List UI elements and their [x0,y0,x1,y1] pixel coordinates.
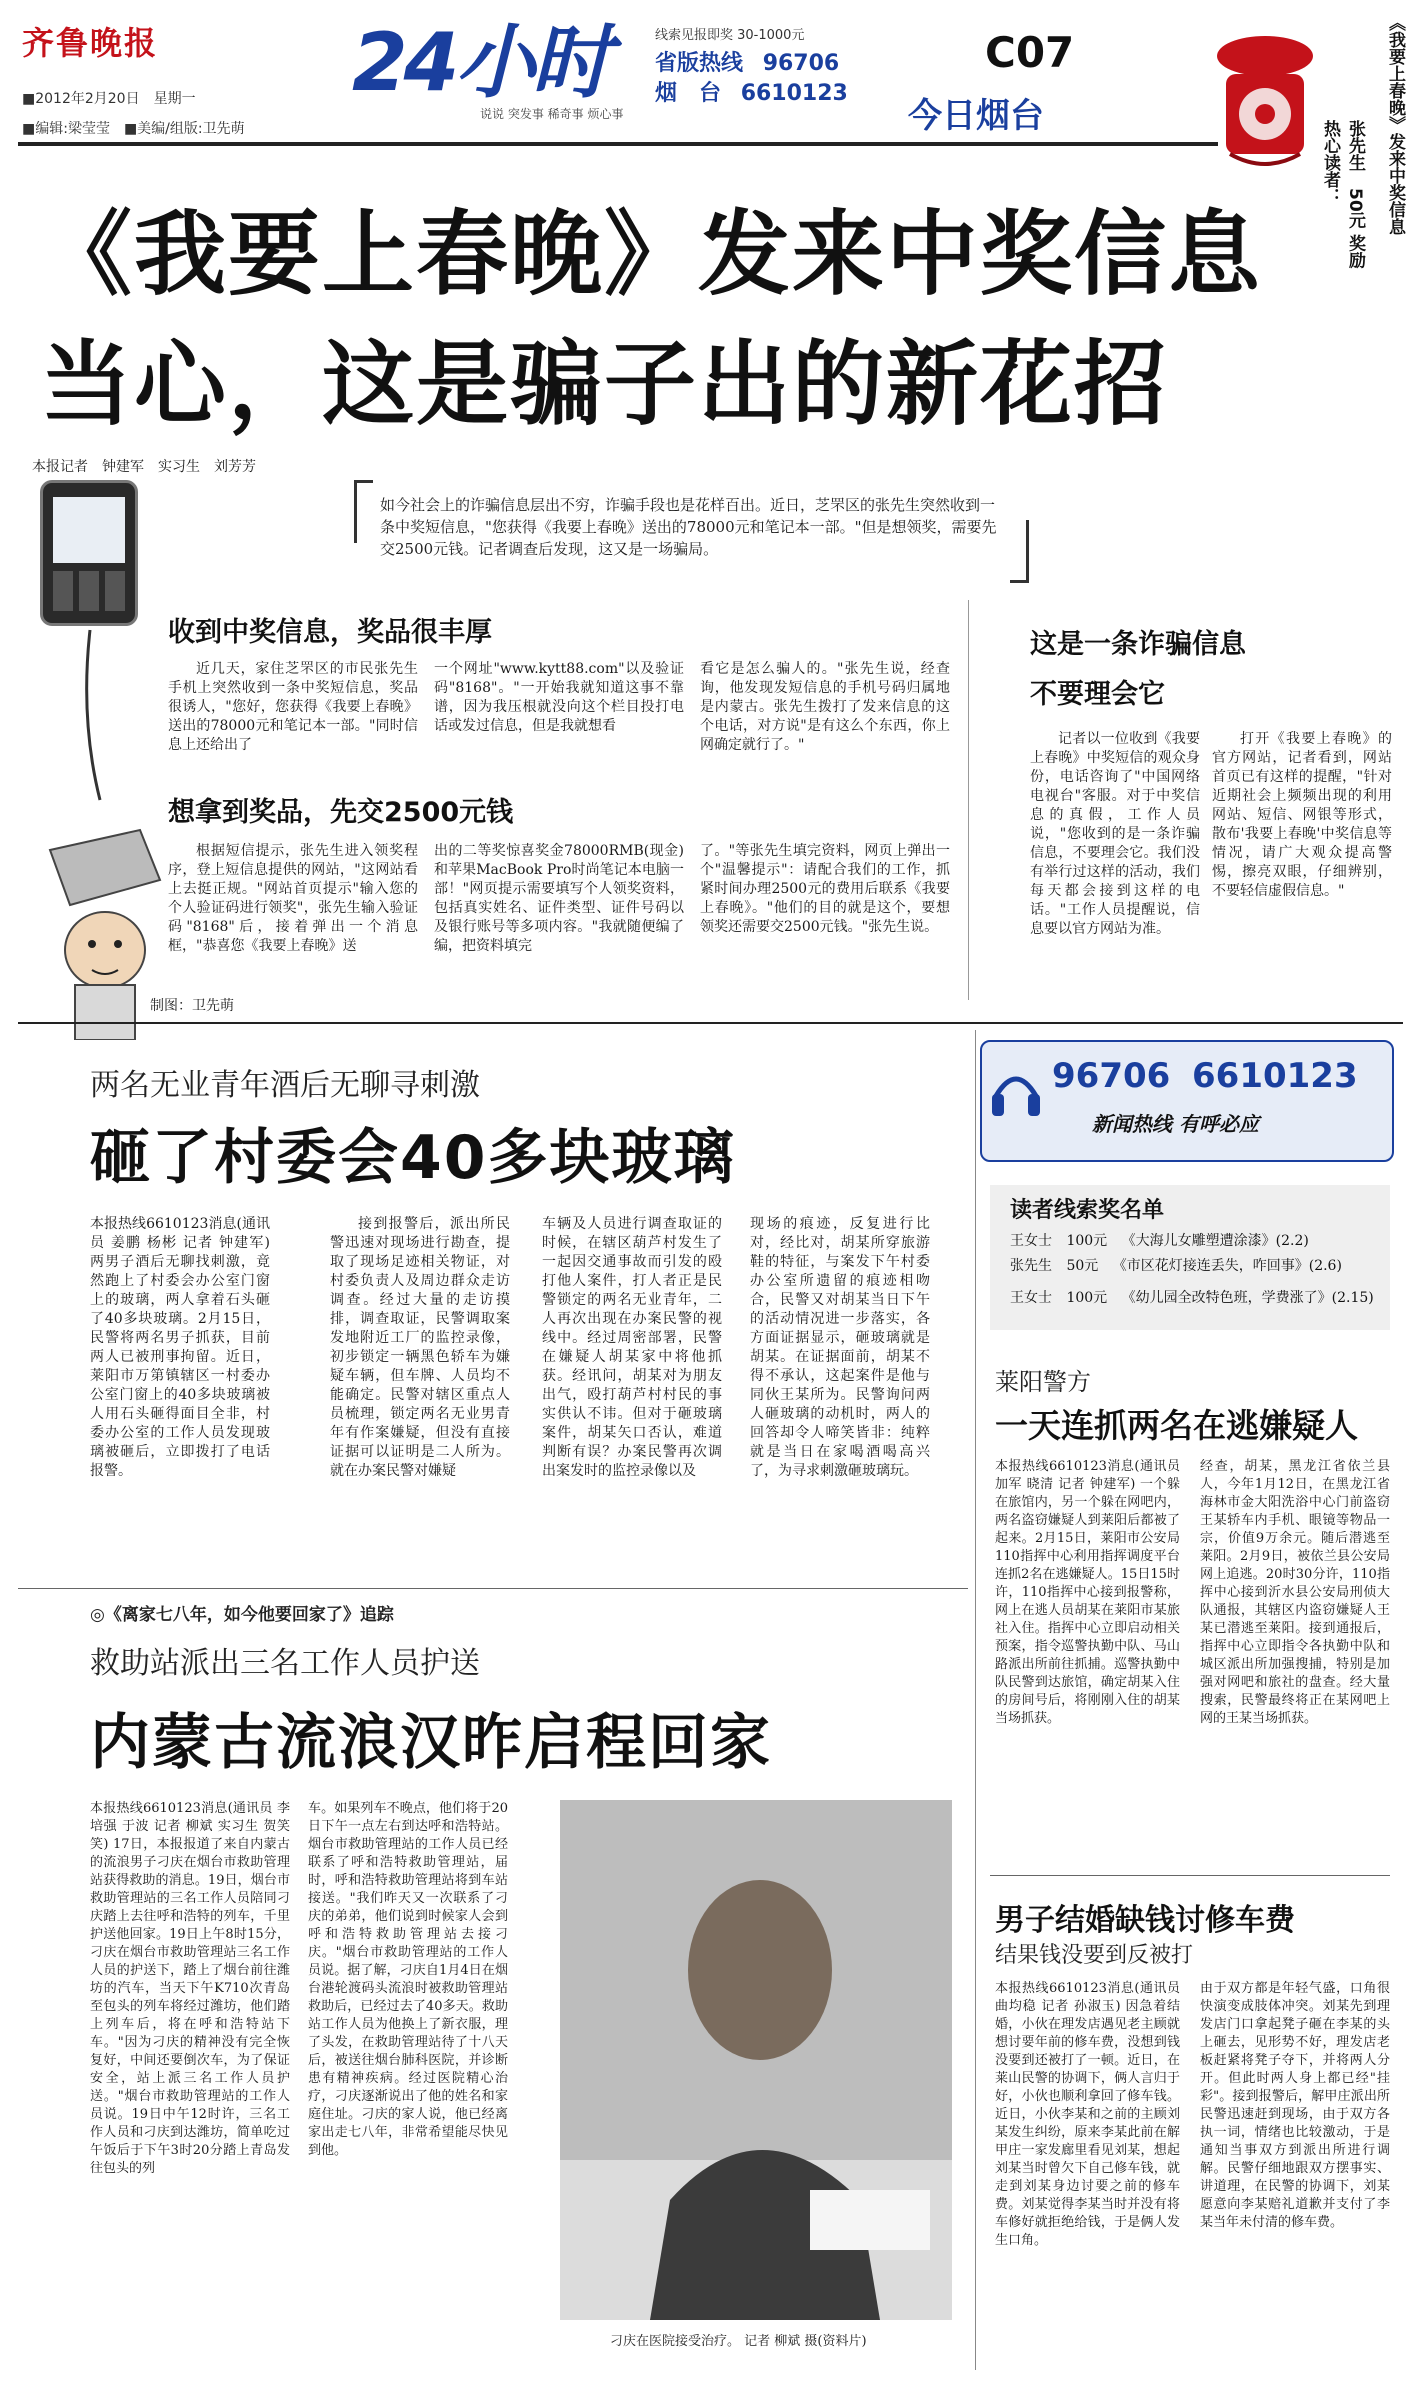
story3-col2: 车。如果列车不晚点，他们将于20日下午一点左右到达呼和浩特站。烟台市救助管理站的工作人员已经联系了呼和浩特救助管理站，届时，呼和浩特救助管理站将到车站接送。"我们昨天又一次联系了刁庆的弟弟，他们说到时候家人会到呼和浩特救助管理站去接刁庆。"烟台市救助管理站的工作人员说。据了解，刁庆自1月4日在烟台港轮渡码头流浪时被救助管理站救助后，已经过去了40多天。救助站工作人员为他换上了新衣服，理了头发，在救助管理站待了十八天后，被送往烟台肺科医院，并诊断患有精神疾病。经过医院精心治疗，刁庆逐渐说出了他的姓名和家庭住址。刁庆的家人说，他已经离家出走七八年，非常希望能尽快见到他。 [308,1801,508,2158]
paper-logo: 齐鲁晚报 [22,24,159,62]
reward-name: 王女士 [1010,1290,1052,1306]
section-tagline: 说说 突发事 稀奇事 烦心事 [480,107,624,121]
lead-sub2-col2: 出的二等奖惊喜奖金78000RMB(现金)和苹果MacBook Pro时尚笔记本电脑一部！"网页提示需要填写个人领奖资料，包括真实姓名、证件类型、证件号码以及银行账号等多项内容。"我就随便编了编，把资料填完 [434,843,684,954]
hotline-2 [655,76,848,107]
reward-text: 《市区花灯接连丢失，咋回事》(2.6) [1112,1258,1342,1274]
lead-subhead-2: 想拿到奖品，先交2500元钱 [168,797,514,828]
side-tab [1378,14,1408,244]
lead-sub2-col1: 根据短信提示，张先生进入领奖程序，登上短信息提供的网站，"这网站看上去挺正规。"网站首页提示"输入您的个人验证码进行领奖"，张先生输入验证码"8168"后，接着弹出一个消息框，"恭喜您《我要上春晚》送 [168,843,418,954]
headset-icon [990,1066,1042,1128]
story3-photo-caption: 刁庆在医院接受治疗。 记者 柳斌 摄(资料片) [610,2334,867,2349]
reward-name: 王女士 [1010,1233,1052,1249]
story4-bottom-rule [990,1875,1390,1876]
story2-bottom-rule [18,1588,968,1589]
column-divider [975,1030,976,2370]
reward-text: 《幼儿园全改特色班，学费涨了》(2.15) [1121,1290,1374,1306]
story4-headline: 一天连抓两名在逃嫌疑人 [995,1406,1358,1445]
lead-sub1-col3: 看它是怎么骗人的。"张先生说，经查询，他发现发短信息的手机号码归属地是内蒙古。张先生拨打了发来信息的这个电话，对方说"是有这么个东西，你上网确定就行了。" [700,661,950,753]
story4-col2: 经查，胡某，黑龙江省依兰县人，今年1月12日，在黑龙江省海林市金大阳洗浴中心门前盗窃王某轿车内手机、眼镜等物品一宗，价值9万余元。随后潜逃至莱阳。2月9日，被依兰县公安局网上追逃。20时30分许，110指挥中心接到沂水县公安局刑侦大队通报，其辖区内盗窃嫌疑人王某已潜逃至莱阳。接到通报后，指挥中心立即指令各执勤中队和城区派出所加强搜捕，特别是加强对网吧和旅社的盘查。经大量搜索，民警最终将正在某网吧上网的王某当场抓获。 [1200,1459,1390,1726]
side-tab-title: 《我要上春晚》发来中奖信息 [1385,14,1405,235]
lead-sub1-col2: 一个网址"www.kytt88.com"以及验证码"8168"。"一开始我就知道这事不靠谱，因为我压根就没向这个栏目投打电话或发过信息，但是我就想看 [434,661,684,734]
story3-photo [560,1800,952,2320]
story2-col3: 车辆及人员进行调查取证的时候，在辖区葫芦村发生了一起因交通事故而引发的殴打他人案件，打人者正是民警锁定的两名无业青年，二人再次出现在办案民警的视线中。经过周密部署，民警在嫌疑人胡某家中将他抓获。经讯问，胡某对为朋友出气，殴打葫芦村村民的事实供认不讳。但对于砸玻璃案件，胡某矢口否认，难道判断有误？办案民警再次调出案发时的监控录像以及 [542,1216,722,1479]
phone-screen [53,497,125,563]
story3-followup: ◎《离家七八年，如今他要回家了》追踪 [90,1605,394,1625]
section-logo: 24小时 [352,16,608,109]
graphic-credit: 制图：卫先萌 [150,998,234,1014]
hotline-number-b: 6610123 [1192,1056,1358,1096]
page-name: 今日烟台 [908,96,1044,136]
intro-bracket-left [354,480,373,543]
hotline-number-a: 96706 [1052,1056,1171,1096]
mobile-phone-illustration [40,480,138,626]
side-tab-sub: 张先生 50元 [1345,120,1365,229]
reward-list-panel [990,1185,1390,1330]
story3-kicker: 救助站派出三名工作人员护送 [90,1646,480,1681]
reward-amount: 50元 [1066,1258,1099,1274]
story4-col1: 本报热线6610123消息(通讯员 加军 晓清 记者 钟建军) 一个躲在旅馆内，另一个躲在网吧内，两名盗窃嫌疑人到莱阳后都被了起来。2月15日，莱阳市公安局110指挥中心利用指挥调度平台连抓2名在逃嫌疑人。15日15时许，110指挥中心接到报警称，网上在逃人员胡某在莱阳市某旅社入住。指挥中心立即启动相关预案，指令巡警执勤中队、马山路派出所前往抓捕。巡警执勤中队民警到达旅馆，确定胡某入住的房间号后，将刚刚入住的胡某当场抓获。 [995,1459,1180,1726]
side-head-1: 这是一条诈骗信息 [1030,629,1246,660]
reward-amount: 100元 [1066,1290,1108,1306]
phone-keypad [53,571,125,611]
reward-row [1010,1255,1380,1275]
story5-col2: 由于双方都是年轻气盛，口角很快演变成肢体冲突。刘某先到理发店门口拿起凳子砸在李某的头上砸去，见形势不好，理发店老板赶紧将凳子夺下，并将两人分开。但此时两人身上都已经"挂彩"。接到报警后，解甲庄派出所民警迅速赶到现场，由于双方各执一词，情绪也比较激动，于是通知当事双方到派出所进行调解。民警仔细地跟双方摆事实、讲道理，在民警的协调下，刘某愿意向李某赔礼道歉并支付了李某当年未付清的修车费。 [1200,1981,1390,2230]
lead-byline: 本报记者 钟建军 实习生 刘芳芳 [32,459,256,475]
lead-intro: 如今社会上的诈骗信息层出不穷，诈骗手段也是花样百出。近日，芝罘区的张先生突然收到一条中奖短信息，"您获得《我要上春晚》送出的78000元和笔记本一部。"但是想领奖，需要先交2500元钱。记者调查后发现，这又是一场骗局。 [380,496,997,558]
reward-list-title: 读者线索奖名单 [1010,1198,1165,1223]
hotline-slogan: 新闻热线 有呼必应 [1092,1112,1259,1136]
masthead-rule [18,142,1218,146]
intro-bracket-right [1010,520,1029,583]
side-tab-note: 奖励热心读者： [1320,120,1365,269]
reward-line: 线索见报即奖 30-1000元 [655,28,805,43]
side-col2: 打开《我要上春晚》的官方网站，记者看到，网站首页已有这样的提醒，"针对近期社会上频频出现的利用网站、短信、网银等形式，散布'我要上春晚'中奖信息等情况，请广大观众提高警惕，擦亮双眼，仔细辨别，不要轻信虚假信息。" [1212,731,1392,899]
story2-headline: 砸了村委会40多块玻璃 [90,1123,736,1193]
telephone-icon [1210,14,1320,174]
editor-line: ■编辑:梁莹莹 ■美编/组版:卫先萌 [22,121,245,137]
hotline-1 [655,46,839,77]
reward-row [1010,1287,1380,1307]
hotline-2-number: 6610123 [740,81,848,106]
lead-sub2-col3: 了。"等张先生填完资料，网页上弹出一个"温馨提示"：请配合我们的工作，抓紧时间办理2500元的费用后联系《我要上春晚》。"他们的目的就是这个，要想领奖还需要交2500元钱。"张先生说。 [700,843,950,935]
story5-headline: 男子结婚缺钱讨修车费 [995,1903,1295,1938]
story3-headline: 内蒙古流浪汉昨启程回家 [90,1708,772,1778]
side-tab-reward [1318,120,1368,270]
side-vertical-rule [968,600,969,1000]
story2-col1: 本报热线6610123消息(通讯员 姜鹏 杨彬 记者 钟建军) 两男子酒后无聊找刺激，竟然跑上了村委会办公室门窗上的玻璃，两人拿着石头砸了40多块玻璃。2月15日，民警将两名男子抓获，目前两人已被刑事拘留。近日，莱阳市万第镇辖区一村委办公室门窗上的40多块玻璃被人用石头砸得面目全非，村委办公室的工作人员发现玻璃被砸后，立即拨打了电话报警。 [90,1216,270,1479]
hotline-banner [980,1040,1394,1162]
story3-col1: 本报热线6610123消息(通讯员 李培强 于波 记者 柳斌 实习生 贺笑笑) 17日，本报报道了来自内蒙古的流浪男子刁庆在烟台市救助管理站获得救助的消息。19日，烟台市救助管理站的三名工作人员陪同刁庆踏上去往呼和浩特的列车，千里护送他回家。19日上午8时15分，刁庆在烟台市救助管理站三名工作人员的护送下，踏上了烟台前往潍坊的汽车，当天下午K710次青岛至包头的列车将经过潍坊，他们踏上列车后，将在呼和浩特站下车。"因为刁庆的精神没有完全恢复好，中间还要倒次车，为了保证安全，站上派三名工作人员护送。"烟台市救助管理站的工作人员说。19日中午12时许，三名工作人员和刁庆到达潍坊，简单吃过午饭后于下午3时20分踏上青岛发往包头的列 [90,1801,290,2176]
hotline-1-number: 96706 [762,51,840,76]
reward-text: 《大海儿女雕塑遭涂漆》(2.2) [1121,1233,1309,1249]
story5-kicker: 结果钱没要到反被打 [995,1943,1194,1968]
date-line: ■2012年2月20日 星期一 [22,91,196,107]
story5-col1: 本报热线6610123消息(通讯员 曲均稳 记者 孙淑玉) 因急着结婚，小伙在理发店遇见老主顾就想讨要年前的修车费，没想到钱没要到还被打了一顿。近日，在莱山民警的协调下，俩人言归于好，小伙也顺利拿回了修车钱。近日，小伙李某和之前的主顾刘某发生纠纷，原来李某此前在解甲庄一家发廊里看见刘某，想起刘某当时曾欠下自己修车钱，就走到刘某身边讨要之前的修车费。刘某觉得李某当时并没有将车修好就拒绝给钱，于是俩人发生口角。 [995,1981,1180,2248]
lead-headline-2: 当心，这是骗子出的新花招 [40,331,1169,438]
lead-subhead-1: 收到中奖信息，奖品很丰厚 [168,617,492,648]
reward-amount: 100元 [1066,1233,1108,1249]
story4-kicker: 莱阳警方 [995,1368,1091,1396]
side-col1: 记者以一位收到《我要上春晚》中奖短信的观众身份，电话咨询了"中国网络电视台"客服。对于中奖信息的真假，工作人员说，"您收到的是一条诈骗信息，不要理会它。我们没有举行过这样的活动，我们每天都会接到这样的电话。"工作人员提醒说，信息要以官方网站为准。 [1030,731,1200,937]
reward-name: 张先生 [1010,1258,1052,1274]
page-number: C07 [985,28,1075,77]
lead-bottom-rule [18,1022,1403,1024]
story2-kicker: 两名无业青年酒后无聊寻刺激 [90,1068,480,1103]
hotline-1-label: 省版热线 [655,51,744,76]
side-head-2: 不要理会它 [1030,679,1165,710]
reward-row [1010,1230,1380,1250]
lead-headline-1: 《我要上春晚》发来中奖信息 [40,201,1263,308]
cartoon-figure-illustration [20,620,180,1040]
lead-sub1-col1: 近几天，家住芝罘区的市民张先生手机上突然收到一条中奖短信息，奖品很诱人，"您好，您获得《我要上春晚》送出的78000元和笔记本一部。"同时信息上还给出了 [168,661,418,753]
patient-portrait-image [560,1800,952,2320]
story2-col2: 接到报警后，派出所民警迅速对现场进行勘查，提取了现场足迹相关物证，对村委负责人及周边群众走访调查。经过大量的走访摸排，调查取证，民警调取案发地附近工厂的监控录像，初步锁定一辆黑色轿车为嫌疑车辆，但车牌、人员均不能确定。民警对辖区重点人员梳理，锁定两名无业男青年有作案嫌疑，但没有直接证据可以证明是二人所为。就在办案民警对嫌疑 [330,1216,510,1479]
story2-col4: 现场的痕迹，反复进行比对，经比对，胡某所穿旅游鞋的特征，与案发下午村委办公室所遗留的痕迹相吻合，民警又对胡某当日下午的活动情况进一步落实，各方面证据显示，砸玻璃就是胡某。在证据面前，胡某不得不承认，这起案件是他与同伙王某所为。民警询问两人砸玻璃的动机时，两人的回答却令人啼笑皆非：纯粹就是当日在家喝酒喝高兴了，为寻求刺激砸玻璃玩。 [750,1216,930,1479]
hotline-2-label: 烟 台 [655,81,722,106]
